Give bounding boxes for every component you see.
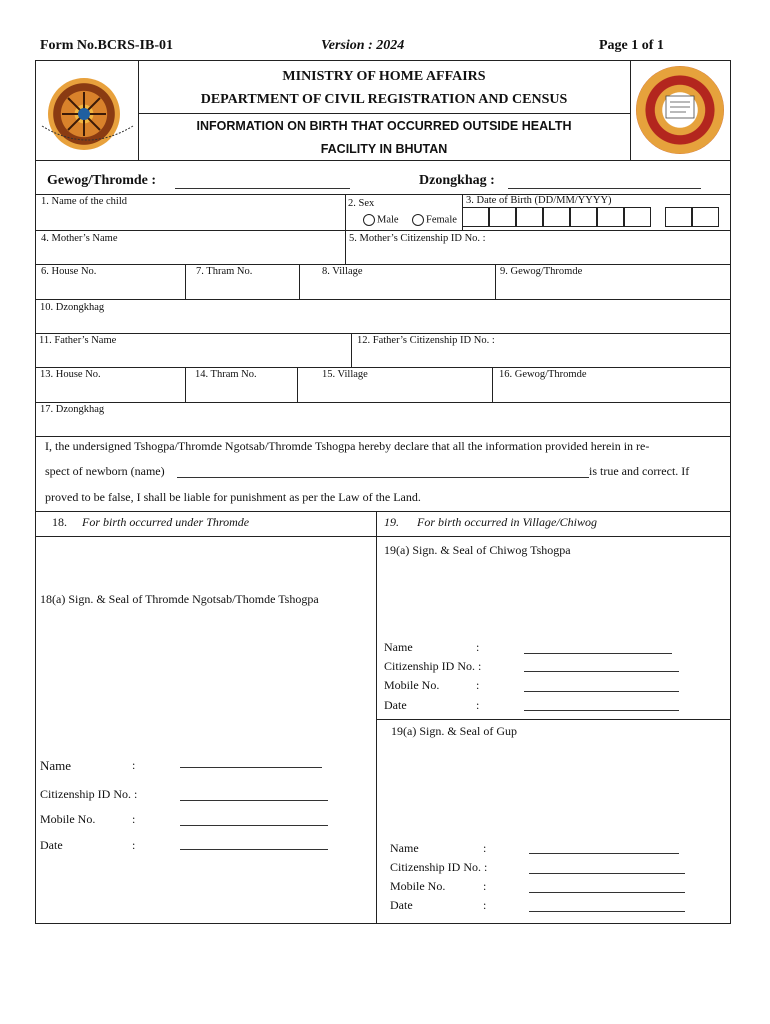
female-radio-icon[interactable] (412, 214, 424, 226)
gewog-thromde-label: Gewog/Thromde : (47, 173, 157, 188)
section-19-number: 19. (384, 515, 399, 529)
s19a-name-field[interactable] (524, 653, 672, 654)
dob-digit-box[interactable] (665, 207, 692, 227)
chiwog-sign-seal-label: 19(a) Sign. & Seal of Chiwog Tshogpa (384, 543, 571, 557)
s18-cid-label: Citizenship ID No. : (40, 787, 138, 801)
mother-cid-label: 5. Mother’s Citizenship ID No. : (349, 233, 486, 244)
gup-sign-seal-label: 19(a) Sign. & Seal of Gup (391, 724, 517, 738)
s19a-date-field[interactable] (524, 710, 679, 711)
s19a-name-colon: : (476, 640, 480, 654)
declaration-line2-end: is true and correct. If (589, 464, 690, 478)
s18-mobile-colon: : (132, 812, 136, 826)
sex-male-option[interactable] (363, 214, 399, 226)
s19b-mobile-field[interactable] (529, 892, 685, 893)
dcrc-seal-logo (636, 66, 724, 154)
male-radio-icon[interactable] (363, 214, 375, 226)
s19b-mobile-colon: : (483, 879, 487, 893)
department-name: DEPARTMENT OF CIVIL REGISTRATION AND CENSUS (200, 92, 568, 107)
s18-name-label: Name (40, 758, 72, 773)
s19b-cid-field[interactable] (529, 873, 685, 874)
s19a-mobile-colon: : (476, 678, 480, 692)
s19a-cid-label: Citizenship ID No. : (384, 659, 482, 673)
female-label: Female (426, 214, 457, 226)
s19a-date-label: Date (384, 698, 407, 712)
declaration-line1: I, the undersigned Tshogpa/Thromde Ngotsab/Thromde Tshogpa hereby declare that all the information provided herein in re- (45, 439, 650, 453)
dob-digit-box[interactable] (489, 207, 516, 227)
gewog-thromde-field[interactable] (175, 188, 350, 189)
mother-name-label: 4. Mother’s Name (41, 233, 118, 244)
thromde-sign-seal-label: 18(a) Sign. & Seal of Thromde Ngotsab/Thomde Tshogpa (40, 592, 319, 606)
sex-female-option[interactable] (412, 214, 457, 226)
father-cid-label: 12. Father’s Citizenship ID No. : (357, 335, 495, 346)
s19b-date-label: Date (390, 898, 413, 912)
s18-mobile-label: Mobile No. (40, 812, 96, 826)
section-18-title: For birth occurred under Thromde (82, 515, 250, 529)
dob-digit-box[interactable] (692, 207, 719, 227)
section-18-number: 18. (52, 515, 67, 529)
gewog-label: 9. Gewog/Thromde (500, 266, 583, 277)
dob-digit-box[interactable] (543, 207, 570, 227)
father-dzongkhag-label: 17. Dzongkhag (40, 404, 105, 415)
father-name-label: 11. Father’s Name (39, 335, 117, 346)
s19b-cid-label: Citizenship ID No. : (390, 860, 488, 874)
s19b-name-field[interactable] (529, 853, 679, 854)
dob-label: 3. Date of Birth (DD/MM/YYYY) (466, 195, 612, 206)
male-label: Male (377, 214, 399, 226)
dob-digit-box[interactable] (570, 207, 597, 227)
declaration-line2-start: spect of newborn (name) (45, 464, 165, 478)
s18-name-field[interactable] (180, 767, 322, 768)
s18-name-colon: : (132, 758, 136, 772)
dob-digit-box[interactable] (597, 207, 624, 227)
ministry-name: MINISTRY OF HOME AFFAIRS (282, 69, 486, 84)
father-thram-no-label: 14. Thram No. (195, 369, 257, 380)
emblem-script-decoration (40, 120, 135, 150)
s19a-name-label: Name (384, 640, 413, 654)
father-house-no-label: 13. House No. (40, 369, 101, 380)
thram-no-label: 7. Thram No. (196, 266, 253, 277)
dzongkhag-label: Dzongkhag : (419, 173, 495, 188)
s19b-date-field[interactable] (529, 911, 685, 912)
version-label: Version : 2024 (321, 38, 405, 53)
s19a-cid-field[interactable] (524, 671, 679, 672)
s19b-name-colon: : (483, 841, 487, 855)
s19b-date-colon: : (483, 898, 487, 912)
form-title-line1: INFORMATION ON BIRTH THAT OCCURRED OUTSIDE HEALTH (196, 119, 572, 133)
s19b-name-label: Name (390, 841, 419, 855)
dzongkhag-field-label: 10. Dzongkhag (40, 302, 105, 313)
dzongkhag-field[interactable] (508, 188, 701, 189)
s19b-mobile-label: Mobile No. (390, 879, 446, 893)
village-label: 8. Village (322, 266, 363, 277)
declaration-line3: proved to be false, I shall be liable for punishment as per the Law of the Land. (45, 490, 421, 504)
s19a-mobile-label: Mobile No. (384, 678, 440, 692)
dob-digit-box[interactable] (516, 207, 543, 227)
father-gewog-label: 16. Gewog/Thromde (499, 369, 587, 380)
newborn-name-field[interactable] (177, 477, 589, 478)
child-name-label: 1. Name of the child (41, 196, 128, 207)
section-19-title: For birth occurred in Village/Chiwog (417, 515, 597, 529)
house-no-label: 6. House No. (41, 266, 97, 277)
s19a-date-colon: : (476, 698, 480, 712)
s18-date-colon: : (132, 838, 136, 852)
dob-digit-box[interactable] (624, 207, 651, 227)
s18-mobile-field[interactable] (180, 825, 328, 826)
father-village-label: 15. Village (322, 369, 368, 380)
dob-digit-box[interactable] (462, 207, 489, 227)
s19a-mobile-field[interactable] (524, 691, 679, 692)
s18-date-label: Date (40, 838, 63, 852)
sex-label: 2. Sex (348, 198, 375, 209)
page-number: Page 1 of 1 (599, 38, 664, 53)
form-number: Form No.BCRS-IB-01 (40, 38, 173, 53)
s18-cid-field[interactable] (180, 800, 328, 801)
form-title-line2: FACILITY IN BHUTAN (320, 142, 448, 156)
s18-date-field[interactable] (180, 849, 328, 850)
